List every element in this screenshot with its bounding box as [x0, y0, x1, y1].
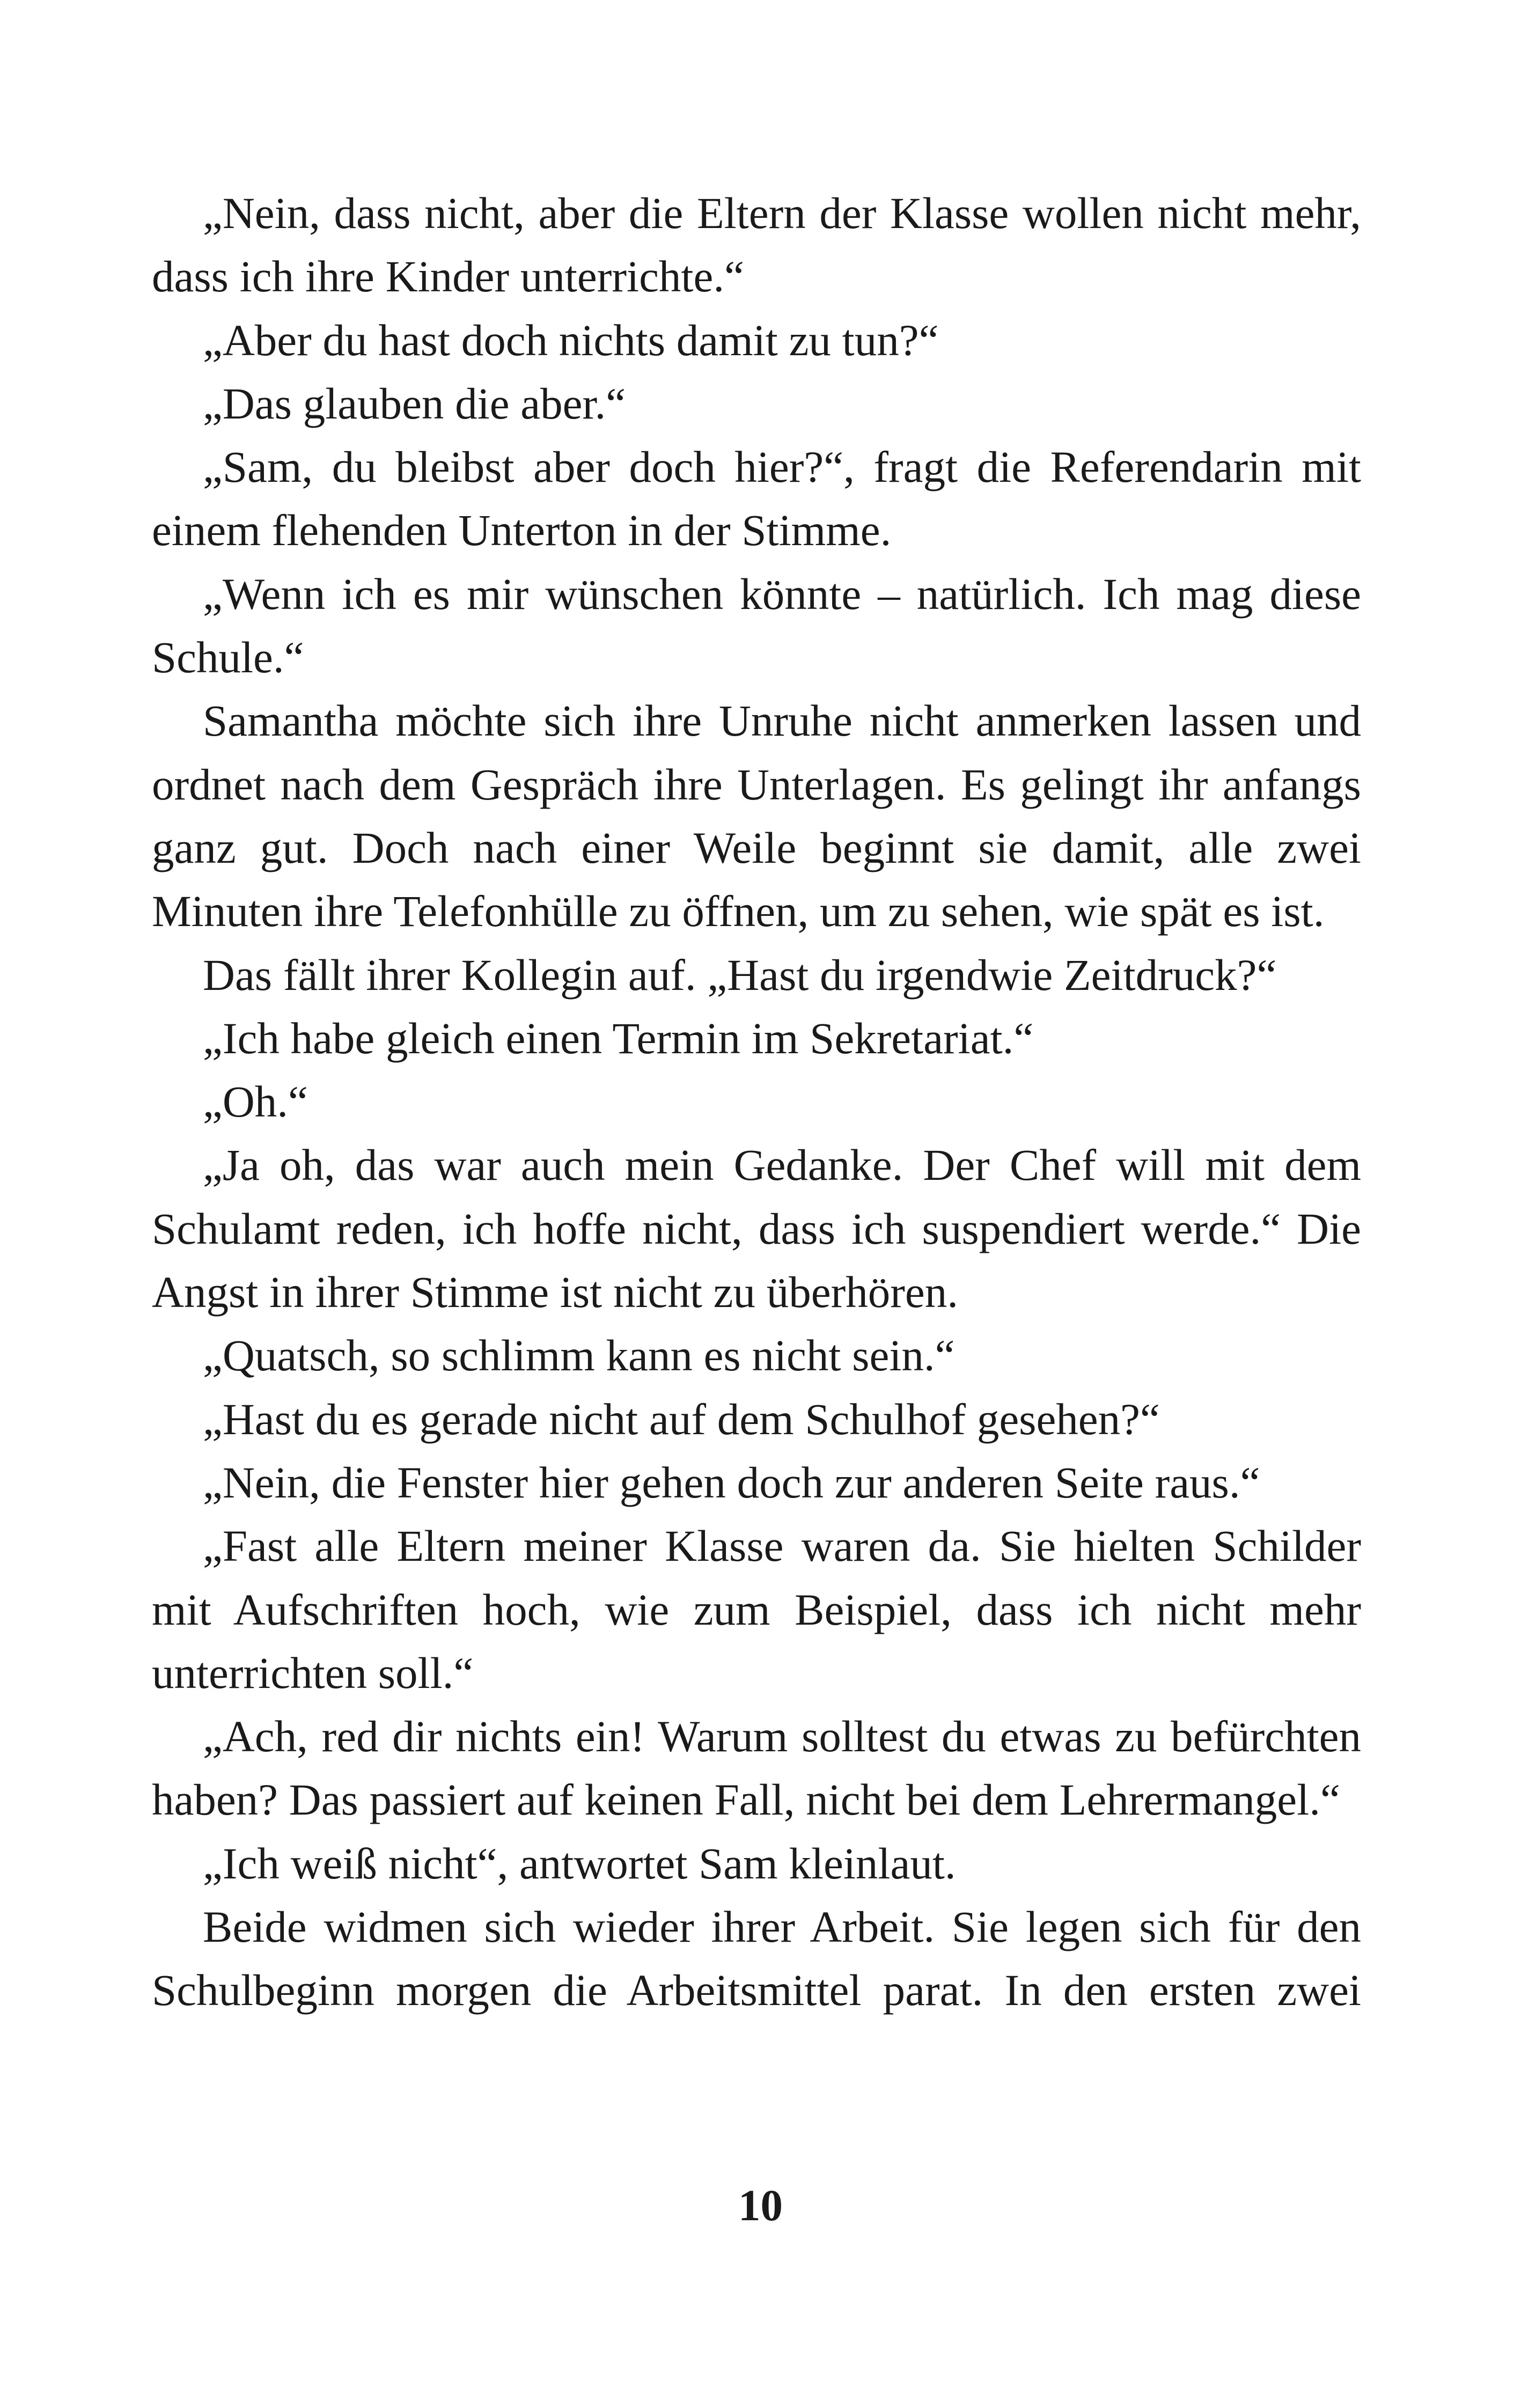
paragraph: „Oh.“ — [203, 1077, 308, 1127]
paragraph: „Ja oh, das war auch mein Gedanke. Der Chef will mit dem Schulamt reden, ich hoffe nicht, dass ich suspendiert werde.“ Die Angst in ihrer Stimme ist nicht zu überhören. — [152, 1140, 1361, 1317]
paragraph-continued: Beide widmen sich wieder ihrer Arbeit. Sie legen sich für den Schulbeginn morgen die Arbeitsmittel parat. In den ersten zwei — [152, 1902, 1361, 2015]
paragraph: „Hast du es gerade nicht auf dem Schulhof gesehen?“ — [203, 1394, 1160, 1444]
page-number: 10 — [738, 2181, 783, 2230]
paragraph: „Quatsch, so schlimm kann es nicht sein.“ — [203, 1331, 955, 1381]
paragraph: „Nein, die Fenster hier gehen doch zur anderen Seite raus.“ — [203, 1457, 1260, 1507]
paragraph: „Aber du hast doch nichts damit zu tun?“ — [203, 315, 939, 365]
paragraph: „Fast alle Eltern meiner Klasse waren da. Sie hielten Schilder mit Aufschriften hoch, wie zum Beispiel, dass ich nicht mehr unterrichten soll.“ — [152, 1521, 1361, 1698]
paragraph: „Wenn ich es mir wünschen könnte – natürlich. Ich mag diese Schule.“ — [152, 569, 1361, 682]
paragraph: „Nein, dass nicht, aber die Eltern der Klasse wollen nicht mehr, dass ich ihre Kinder unterrichte.“ — [152, 188, 1361, 302]
paragraph: „Sam, du bleibst aber doch hier?“, fragt die Referendarin mit einem flehenden Unterton in der Stimme. — [152, 442, 1361, 555]
paragraph: „Ach, red dir nichts ein! Warum solltest du etwas zu befürchten haben? Das passiert auf keinen Fall, nicht bei dem Lehrermangel.“ — [152, 1712, 1361, 1825]
body-text — [152, 181, 1361, 2022]
paragraph: Samantha möchte sich ihre Unruhe nicht anmerken lassen und ordnet nach dem Gespräch ihre Unterlagen. Es gelingt ihr anfangs ganz gut. Doch nach einer Weile beginnt sie damit, alle zwei Minuten ihre Telefonhülle zu öffnen, um zu sehen, wie spät es ist. — [152, 696, 1361, 936]
paragraph: „Ich habe gleich einen Termin im Sekretariat.“ — [203, 1013, 1034, 1063]
paragraph: „Ich weiß nicht“, antwortet Sam kleinlaut. — [203, 1838, 956, 1888]
paragraph: Das fällt ihrer Kollegin auf. „Hast du irgendwie Zeitdruck?“ — [203, 950, 1277, 1000]
paragraph: „Das glauben die aber.“ — [203, 378, 626, 428]
